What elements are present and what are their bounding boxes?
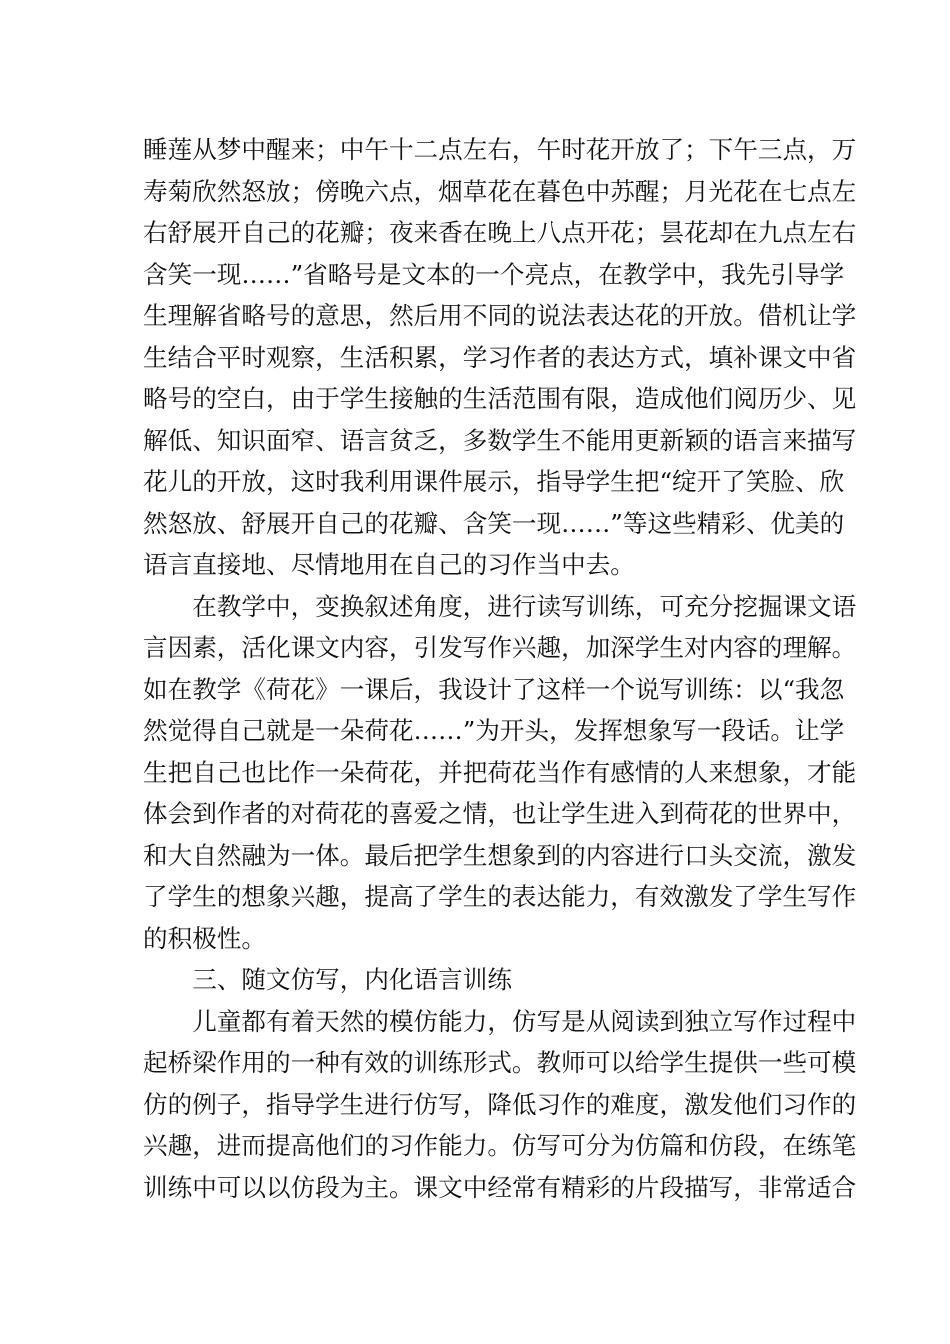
body-text	[143, 129, 857, 1208]
text-line: 然怒放、舒展开自己的花瓣、含笑一现……”等这些精彩、优美的	[143, 508, 845, 538]
text-line: 寿菊欣然怒放；傍晚六点，烟草花在暮色中苏醒；月光花在七点左	[143, 176, 857, 206]
text-line: 训练中可以以仿段为主。课文中经常有精彩的片段描写，非常适合	[143, 1172, 857, 1202]
text-line: 体会到作者的对荷花的喜爱之情，也让学生进入到荷花的世界中，	[143, 799, 857, 828]
text-line: 言因素，活化课文内容，引发写作兴趣，加深学生对内容的理解。	[143, 633, 857, 662]
text-line: 兴趣，进而提高他们的习作能力。仿写可分为仿篇和仿段，在练笔	[143, 1131, 857, 1160]
text-line: 解低、知识面窄、语言贫乏，多数学生不能用更新颖的语言来描写	[143, 425, 857, 455]
text-line: 了学生的想象兴趣，提高了学生的表达能力，有效激发了学生写作	[143, 882, 857, 911]
text-line: 生结合平时观察，生活积累，学习作者的表达方式，填补课文中省	[143, 342, 857, 372]
text-line: 然觉得自己就是一朵荷花……”为开头，发挥想象写一段话。让学	[143, 716, 845, 745]
paragraph-first-line: 儿童都有着天然的模仿能力，仿写是从阅读到独立写作过程中	[143, 1006, 857, 1036]
text-line: 生把自己也比作一朵荷花，并把荷花当作有感情的人来想象，才能	[143, 757, 857, 787]
text-line: 和大自然融为一体。最后把学生想象到的内容进行口头交流，激发	[143, 840, 857, 870]
paragraph-end-line: 语言直接地、尽情地用在自己的习作当中去。	[143, 550, 635, 579]
text-line: 花儿的开放，这时我利用课件展示，指导学生把“绽开了笑脸、欣	[143, 467, 845, 496]
text-line: 仿的例子，指导学生进行仿写，降低习作的难度，激发他们习作的	[143, 1089, 857, 1119]
section-heading: 三、随文仿写，内化语言训练	[143, 965, 512, 994]
text-line: 睡莲从梦中醒来；中午十二点左右，午时花开放了；下午三点，万	[143, 135, 857, 164]
paragraph-end-line: 的积极性。	[143, 923, 266, 953]
text-line: 略号的空白，由于学生接触的生活范围有限，造成他们阅历少、见	[143, 384, 857, 413]
text-line: 右舒展开自己的花瓣；夜来香在晚上八点开花；昙花却在九点左右	[143, 218, 857, 247]
paragraph-first-line: 在教学中，变换叙述角度，进行读写训练，可充分挖掘课文语	[143, 591, 857, 621]
text-line: 含笑一现……”省略号是文本的一个亮点，在教学中，我先引导学	[143, 259, 845, 289]
text-line: 起桥梁作用的一种有效的训练形式。教师可以给学生提供一些可模	[143, 1048, 857, 1077]
text-line: 生理解省略号的意思，然后用不同的说法表达花的开放。借机让学	[143, 301, 857, 330]
text-line: 如在教学《荷花》一课后，我设计了这样一个说写训练：以“我忽	[143, 674, 845, 704]
